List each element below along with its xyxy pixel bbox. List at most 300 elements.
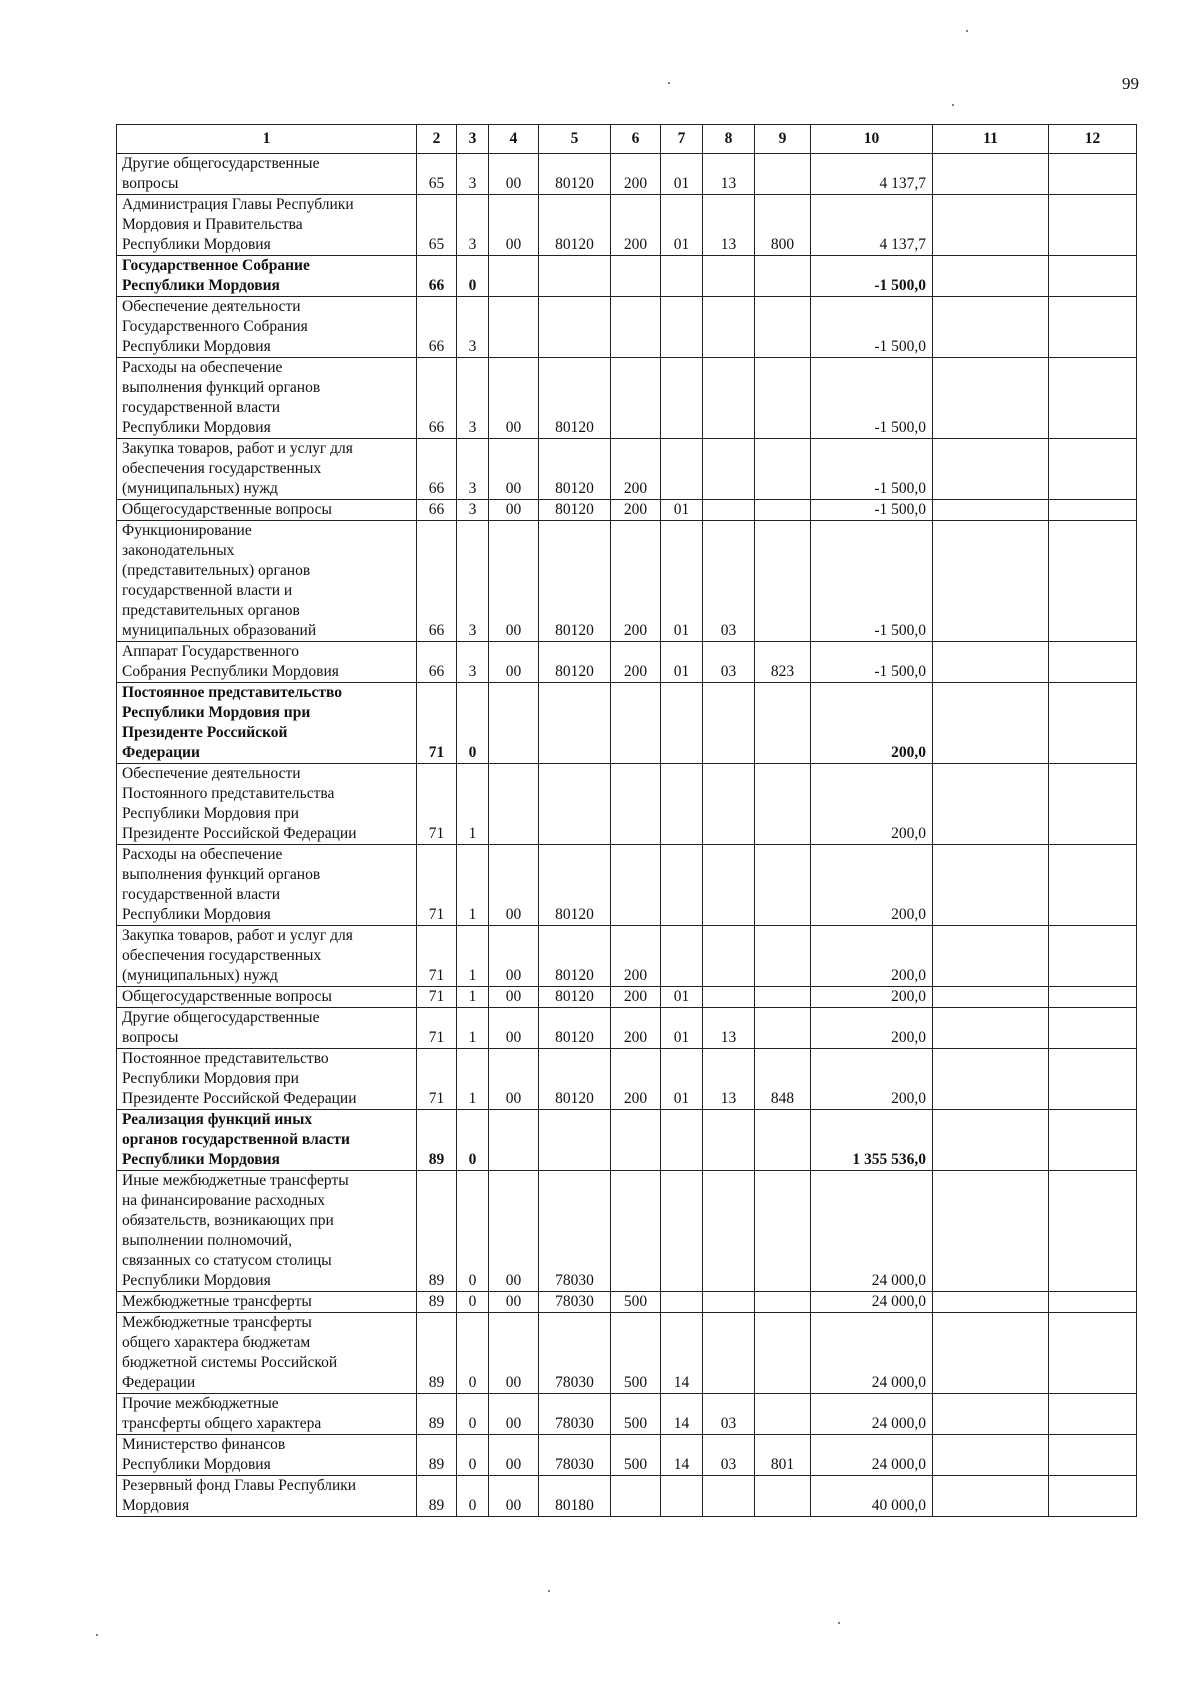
amount-cell: 200,0 xyxy=(811,845,933,926)
code-cell-7: 01 xyxy=(661,1049,703,1110)
code-cell-5: 80120 xyxy=(539,500,611,521)
code-cell-7: 01 xyxy=(661,154,703,195)
code-cell-2: 66 xyxy=(417,500,457,521)
amount-cell: 24 000,0 xyxy=(811,1394,933,1435)
code-cell-6: 200 xyxy=(611,439,661,500)
code-cell-4 xyxy=(489,297,539,358)
code-cell-3: 3 xyxy=(457,521,489,642)
code-cell-3: 0 xyxy=(457,1110,489,1171)
code-cell-6: 500 xyxy=(611,1292,661,1313)
code-cell-8 xyxy=(703,764,755,845)
row-label: Обеспечение деятельности Государственного Собрания Республики Мордовия xyxy=(117,297,417,358)
code-cell-11 xyxy=(933,1394,1049,1435)
code-cell-6: 200 xyxy=(611,154,661,195)
code-cell-4: 00 xyxy=(489,195,539,256)
budget-table xyxy=(116,124,1137,1517)
code-cell-2: 66 xyxy=(417,297,457,358)
code-cell-6: 200 xyxy=(611,642,661,683)
table-body xyxy=(117,154,1137,1517)
code-cell-4 xyxy=(489,683,539,764)
scan-speck xyxy=(548,1590,550,1592)
code-cell-8 xyxy=(703,1110,755,1171)
code-cell-6 xyxy=(611,764,661,845)
code-cell-8: 03 xyxy=(703,1435,755,1476)
code-cell-2: 65 xyxy=(417,154,457,195)
code-cell-3: 0 xyxy=(457,1313,489,1394)
amount-cell: -1 500,0 xyxy=(811,297,933,358)
code-cell-11 xyxy=(933,521,1049,642)
row-label: Министерство финансов Республики Мордовия xyxy=(117,1435,417,1476)
code-cell-5: 78030 xyxy=(539,1292,611,1313)
code-cell-4: 00 xyxy=(489,845,539,926)
code-cell-12 xyxy=(1049,439,1137,500)
code-cell-11 xyxy=(933,1476,1049,1517)
code-cell-9 xyxy=(755,500,811,521)
code-cell-6 xyxy=(611,683,661,764)
code-cell-4: 00 xyxy=(489,1394,539,1435)
row-label: Другие общегосударственные вопросы xyxy=(117,1008,417,1049)
row-label: Закупка товаров, работ и услуг для обеспечения государственных (муниципальных) нужд xyxy=(117,439,417,500)
code-cell-5: 80120 xyxy=(539,926,611,987)
code-cell-3: 0 xyxy=(457,683,489,764)
code-cell-8 xyxy=(703,297,755,358)
table-row xyxy=(117,1008,1137,1049)
row-label: Обеспечение деятельности Постоянного представительства Республики Мордовия при Президенте Российской Федерации xyxy=(117,764,417,845)
code-cell-6: 200 xyxy=(611,1008,661,1049)
code-cell-6 xyxy=(611,1476,661,1517)
code-cell-8 xyxy=(703,1313,755,1394)
code-cell-2: 89 xyxy=(417,1110,457,1171)
code-cell-3: 3 xyxy=(457,195,489,256)
table-row xyxy=(117,926,1137,987)
row-label: Расходы на обеспечение выполнения функций органов государственной власти Республики Мордовия xyxy=(117,358,417,439)
table-row xyxy=(117,1110,1137,1171)
row-label: Общегосударственные вопросы xyxy=(117,500,417,521)
code-cell-4: 00 xyxy=(489,439,539,500)
code-cell-8: 03 xyxy=(703,642,755,683)
row-label: Постоянное представительство Республики Мордовия при Президенте Российской Федерации xyxy=(117,683,417,764)
column-header-2: 2 xyxy=(417,125,457,154)
code-cell-5 xyxy=(539,297,611,358)
table-row xyxy=(117,642,1137,683)
code-cell-2: 71 xyxy=(417,1008,457,1049)
code-cell-5: 80180 xyxy=(539,1476,611,1517)
code-cell-4 xyxy=(489,256,539,297)
table-row xyxy=(117,439,1137,500)
code-cell-3: 0 xyxy=(457,1394,489,1435)
code-cell-11 xyxy=(933,195,1049,256)
code-cell-4: 00 xyxy=(489,1049,539,1110)
amount-cell: 200,0 xyxy=(811,1008,933,1049)
amount-cell: 24 000,0 xyxy=(811,1435,933,1476)
code-cell-7 xyxy=(661,764,703,845)
code-cell-5 xyxy=(539,683,611,764)
code-cell-8 xyxy=(703,987,755,1008)
code-cell-2: 66 xyxy=(417,521,457,642)
code-cell-3: 1 xyxy=(457,987,489,1008)
code-cell-7 xyxy=(661,256,703,297)
code-cell-6: 200 xyxy=(611,521,661,642)
code-cell-4: 00 xyxy=(489,926,539,987)
amount-cell: 4 137,7 xyxy=(811,154,933,195)
code-cell-3: 0 xyxy=(457,1171,489,1292)
scan-speck xyxy=(668,82,670,84)
code-cell-12 xyxy=(1049,987,1137,1008)
table-row xyxy=(117,683,1137,764)
amount-cell: 40 000,0 xyxy=(811,1476,933,1517)
table-row xyxy=(117,1394,1137,1435)
amount-cell: 4 137,7 xyxy=(811,195,933,256)
code-cell-5: 78030 xyxy=(539,1313,611,1394)
code-cell-3: 3 xyxy=(457,642,489,683)
code-cell-9 xyxy=(755,297,811,358)
code-cell-9: 800 xyxy=(755,195,811,256)
code-cell-9 xyxy=(755,1476,811,1517)
scan-speck xyxy=(966,30,968,32)
code-cell-11 xyxy=(933,1110,1049,1171)
table-row xyxy=(117,764,1137,845)
code-cell-2: 89 xyxy=(417,1171,457,1292)
code-cell-3: 3 xyxy=(457,500,489,521)
code-cell-9 xyxy=(755,154,811,195)
code-cell-11 xyxy=(933,439,1049,500)
code-cell-2: 71 xyxy=(417,926,457,987)
table-row xyxy=(117,297,1137,358)
code-cell-5 xyxy=(539,764,611,845)
code-cell-8: 03 xyxy=(703,1394,755,1435)
code-cell-4: 00 xyxy=(489,1008,539,1049)
code-cell-5: 80120 xyxy=(539,521,611,642)
column-header-6: 6 xyxy=(611,125,661,154)
code-cell-12 xyxy=(1049,297,1137,358)
code-cell-5: 80120 xyxy=(539,642,611,683)
code-cell-11 xyxy=(933,1049,1049,1110)
table-header xyxy=(117,125,1137,154)
row-label: Прочие межбюджетные трансферты общего характера xyxy=(117,1394,417,1435)
column-header-9: 9 xyxy=(755,125,811,154)
scan-speck xyxy=(952,104,954,106)
code-cell-8 xyxy=(703,1171,755,1292)
code-cell-9 xyxy=(755,1110,811,1171)
amount-cell: 200,0 xyxy=(811,987,933,1008)
code-cell-3: 3 xyxy=(457,297,489,358)
code-cell-6 xyxy=(611,358,661,439)
code-cell-9 xyxy=(755,1394,811,1435)
code-cell-12 xyxy=(1049,358,1137,439)
code-cell-2: 89 xyxy=(417,1292,457,1313)
row-label: Общегосударственные вопросы xyxy=(117,987,417,1008)
table-row xyxy=(117,154,1137,195)
column-header-4: 4 xyxy=(489,125,539,154)
row-label: Функционирование законодательных (представительных) органов государственной власти и представительных органов муниципальных образований xyxy=(117,521,417,642)
code-cell-4: 00 xyxy=(489,1435,539,1476)
table-row xyxy=(117,1313,1137,1394)
code-cell-4 xyxy=(489,1110,539,1171)
code-cell-5: 80120 xyxy=(539,154,611,195)
code-cell-9 xyxy=(755,358,811,439)
code-cell-3: 1 xyxy=(457,764,489,845)
code-cell-8: 03 xyxy=(703,521,755,642)
code-cell-8: 13 xyxy=(703,195,755,256)
scan-speck xyxy=(838,1622,840,1624)
code-cell-11 xyxy=(933,154,1049,195)
code-cell-12 xyxy=(1049,256,1137,297)
code-cell-4: 00 xyxy=(489,1476,539,1517)
code-cell-12 xyxy=(1049,683,1137,764)
code-cell-7 xyxy=(661,297,703,358)
code-cell-11 xyxy=(933,1313,1049,1394)
code-cell-12 xyxy=(1049,154,1137,195)
amount-cell: -1 500,0 xyxy=(811,521,933,642)
code-cell-6: 500 xyxy=(611,1394,661,1435)
table-row xyxy=(117,500,1137,521)
code-cell-8 xyxy=(703,683,755,764)
code-cell-5: 80120 xyxy=(539,845,611,926)
code-cell-4: 00 xyxy=(489,1292,539,1313)
amount-cell: -1 500,0 xyxy=(811,358,933,439)
code-cell-12 xyxy=(1049,195,1137,256)
table-row xyxy=(117,1292,1137,1313)
scan-speck xyxy=(96,1634,98,1636)
row-label: Администрация Главы Республики Мордовия и Правительства Республики Мордовия xyxy=(117,195,417,256)
code-cell-8 xyxy=(703,1476,755,1517)
code-cell-2: 89 xyxy=(417,1435,457,1476)
table-row xyxy=(117,358,1137,439)
code-cell-7: 14 xyxy=(661,1394,703,1435)
code-cell-11 xyxy=(933,500,1049,521)
code-cell-7: 01 xyxy=(661,500,703,521)
code-cell-11 xyxy=(933,358,1049,439)
amount-cell: 200,0 xyxy=(811,683,933,764)
table-row xyxy=(117,987,1137,1008)
code-cell-8 xyxy=(703,926,755,987)
code-cell-9 xyxy=(755,256,811,297)
code-cell-11 xyxy=(933,683,1049,764)
amount-cell: -1 500,0 xyxy=(811,256,933,297)
code-cell-3: 0 xyxy=(457,1476,489,1517)
table-row xyxy=(117,1171,1137,1292)
code-cell-9 xyxy=(755,1171,811,1292)
code-cell-12 xyxy=(1049,845,1137,926)
code-cell-3: 1 xyxy=(457,1049,489,1110)
code-cell-2: 71 xyxy=(417,845,457,926)
code-cell-6: 200 xyxy=(611,1049,661,1110)
table-row xyxy=(117,195,1137,256)
code-cell-9: 848 xyxy=(755,1049,811,1110)
code-cell-12 xyxy=(1049,642,1137,683)
amount-cell: 200,0 xyxy=(811,764,933,845)
amount-cell: -1 500,0 xyxy=(811,642,933,683)
code-cell-2: 66 xyxy=(417,642,457,683)
code-cell-4: 00 xyxy=(489,1171,539,1292)
row-label: Расходы на обеспечение выполнения функций органов государственной власти Республики Мордовия xyxy=(117,845,417,926)
code-cell-8 xyxy=(703,439,755,500)
code-cell-5: 80120 xyxy=(539,987,611,1008)
amount-cell: 200,0 xyxy=(811,1049,933,1110)
code-cell-8 xyxy=(703,845,755,926)
code-cell-2: 89 xyxy=(417,1476,457,1517)
amount-cell: 200,0 xyxy=(811,926,933,987)
code-cell-8: 13 xyxy=(703,1049,755,1110)
column-header-11: 11 xyxy=(933,125,1049,154)
code-cell-7: 14 xyxy=(661,1435,703,1476)
code-cell-6 xyxy=(611,297,661,358)
code-cell-7: 14 xyxy=(661,1313,703,1394)
code-cell-7: 01 xyxy=(661,987,703,1008)
amount-cell: -1 500,0 xyxy=(811,439,933,500)
code-cell-5: 80120 xyxy=(539,1008,611,1049)
amount-cell: 24 000,0 xyxy=(811,1292,933,1313)
row-label: Резервный фонд Главы Республики Мордовия xyxy=(117,1476,417,1517)
code-cell-7: 01 xyxy=(661,195,703,256)
row-label: Межбюджетные трансферты xyxy=(117,1292,417,1313)
code-cell-5: 80120 xyxy=(539,439,611,500)
code-cell-3: 1 xyxy=(457,1008,489,1049)
code-cell-7 xyxy=(661,926,703,987)
column-header-3: 3 xyxy=(457,125,489,154)
code-cell-2: 89 xyxy=(417,1313,457,1394)
code-cell-9 xyxy=(755,1008,811,1049)
code-cell-2: 71 xyxy=(417,764,457,845)
code-cell-4: 00 xyxy=(489,987,539,1008)
code-cell-9 xyxy=(755,1313,811,1394)
code-cell-7 xyxy=(661,439,703,500)
code-cell-6 xyxy=(611,1110,661,1171)
code-cell-11 xyxy=(933,1292,1049,1313)
column-header-10: 10 xyxy=(811,125,933,154)
code-cell-9: 823 xyxy=(755,642,811,683)
code-cell-5: 80120 xyxy=(539,358,611,439)
code-cell-8 xyxy=(703,358,755,439)
code-cell-3: 0 xyxy=(457,1435,489,1476)
row-label: Реализация функций иных органов государственной власти Республики Мордовия xyxy=(117,1110,417,1171)
code-cell-6: 500 xyxy=(611,1313,661,1394)
column-header-8: 8 xyxy=(703,125,755,154)
row-label: Иные межбюджетные трансферты на финансирование расходных обязательств, возникающих при выполнении полномочий, связанных со статусом столицы Республики Мордовия xyxy=(117,1171,417,1292)
code-cell-8: 13 xyxy=(703,1008,755,1049)
column-header-12: 12 xyxy=(1049,125,1137,154)
code-cell-11 xyxy=(933,1008,1049,1049)
code-cell-12 xyxy=(1049,1292,1137,1313)
code-cell-11 xyxy=(933,256,1049,297)
row-label: Аппарат Государственного Собрания Республики Мордовия xyxy=(117,642,417,683)
column-header-1: 1 xyxy=(117,125,417,154)
code-cell-9 xyxy=(755,1292,811,1313)
code-cell-4: 00 xyxy=(489,1313,539,1394)
code-cell-11 xyxy=(933,297,1049,358)
code-cell-4: 00 xyxy=(489,154,539,195)
code-cell-12 xyxy=(1049,1313,1137,1394)
code-cell-2: 65 xyxy=(417,195,457,256)
code-cell-7 xyxy=(661,1292,703,1313)
code-cell-7 xyxy=(661,845,703,926)
code-cell-3: 1 xyxy=(457,845,489,926)
code-cell-2: 89 xyxy=(417,1394,457,1435)
code-cell-3: 3 xyxy=(457,154,489,195)
code-cell-12 xyxy=(1049,1110,1137,1171)
code-cell-9 xyxy=(755,439,811,500)
code-cell-5: 80120 xyxy=(539,195,611,256)
table-row xyxy=(117,845,1137,926)
code-cell-9: 801 xyxy=(755,1435,811,1476)
code-cell-4: 00 xyxy=(489,521,539,642)
code-cell-6: 200 xyxy=(611,987,661,1008)
table-row xyxy=(117,256,1137,297)
code-cell-9 xyxy=(755,764,811,845)
code-cell-11 xyxy=(933,764,1049,845)
code-cell-6 xyxy=(611,256,661,297)
code-cell-3: 1 xyxy=(457,926,489,987)
code-cell-9 xyxy=(755,521,811,642)
amount-cell: 24 000,0 xyxy=(811,1313,933,1394)
code-cell-12 xyxy=(1049,764,1137,845)
code-cell-11 xyxy=(933,845,1049,926)
table-row xyxy=(117,1435,1137,1476)
code-cell-12 xyxy=(1049,1435,1137,1476)
code-cell-9 xyxy=(755,987,811,1008)
code-cell-8: 13 xyxy=(703,154,755,195)
code-cell-9 xyxy=(755,926,811,987)
code-cell-5: 78030 xyxy=(539,1171,611,1292)
code-cell-6 xyxy=(611,845,661,926)
code-cell-4: 00 xyxy=(489,500,539,521)
code-cell-12 xyxy=(1049,1171,1137,1292)
code-cell-2: 71 xyxy=(417,683,457,764)
code-cell-7 xyxy=(661,358,703,439)
table-row xyxy=(117,1049,1137,1110)
code-cell-11 xyxy=(933,987,1049,1008)
code-cell-5 xyxy=(539,256,611,297)
code-cell-7 xyxy=(661,1476,703,1517)
code-cell-11 xyxy=(933,1435,1049,1476)
code-cell-3: 0 xyxy=(457,1292,489,1313)
code-cell-3: 0 xyxy=(457,256,489,297)
code-cell-4 xyxy=(489,764,539,845)
table-row xyxy=(117,521,1137,642)
code-cell-5: 78030 xyxy=(539,1394,611,1435)
code-cell-12 xyxy=(1049,1394,1137,1435)
code-cell-6: 200 xyxy=(611,195,661,256)
code-cell-12 xyxy=(1049,1476,1137,1517)
code-cell-12 xyxy=(1049,926,1137,987)
code-cell-12 xyxy=(1049,1008,1137,1049)
code-cell-9 xyxy=(755,683,811,764)
code-cell-6: 200 xyxy=(611,500,661,521)
amount-cell: 1 355 536,0 xyxy=(811,1110,933,1171)
code-cell-7 xyxy=(661,683,703,764)
code-cell-7: 01 xyxy=(661,642,703,683)
code-cell-6 xyxy=(611,1171,661,1292)
row-label: Другие общегосударственные вопросы xyxy=(117,154,417,195)
code-cell-5 xyxy=(539,1110,611,1171)
code-cell-8 xyxy=(703,256,755,297)
code-cell-5: 80120 xyxy=(539,1049,611,1110)
code-cell-5: 78030 xyxy=(539,1435,611,1476)
code-cell-12 xyxy=(1049,521,1137,642)
code-cell-3: 3 xyxy=(457,439,489,500)
row-label: Постоянное представительство Республики Мордовия при Президенте Российской Федерации xyxy=(117,1049,417,1110)
code-cell-4: 00 xyxy=(489,642,539,683)
code-cell-2: 66 xyxy=(417,358,457,439)
column-header-5: 5 xyxy=(539,125,611,154)
code-cell-4: 00 xyxy=(489,358,539,439)
code-cell-8 xyxy=(703,500,755,521)
code-cell-7: 01 xyxy=(661,1008,703,1049)
page-number: 99 xyxy=(1122,74,1139,93)
code-cell-6: 500 xyxy=(611,1435,661,1476)
code-cell-2: 66 xyxy=(417,256,457,297)
code-cell-2: 71 xyxy=(417,1049,457,1110)
